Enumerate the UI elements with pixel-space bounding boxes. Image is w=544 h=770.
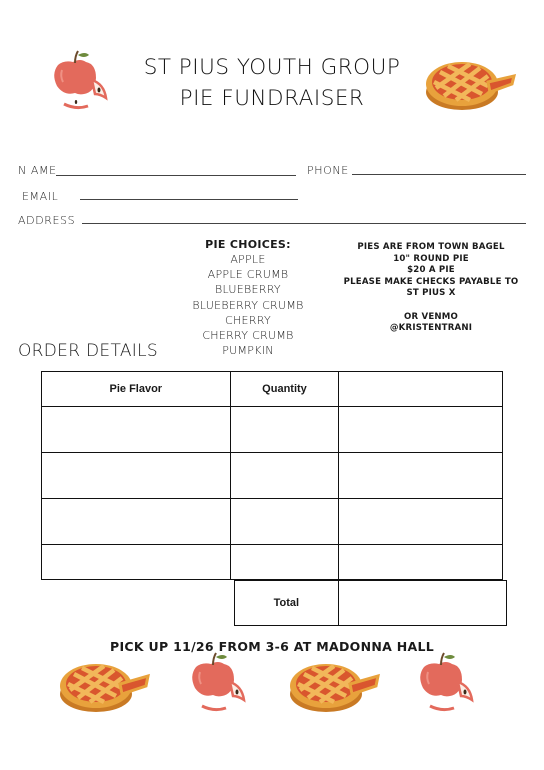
pie-choice-item: BLUEBERRY CRUMB (192, 298, 304, 312)
table-row (42, 407, 503, 453)
apple-icon (192, 653, 244, 710)
pie-choice-item: APPLE (230, 253, 266, 266)
info-line: 10" ROUND PIE (393, 253, 469, 264)
address-label: ADDRESS (18, 214, 76, 227)
flavor-cell[interactable] (42, 545, 231, 580)
quantity-cell[interactable] (230, 407, 339, 453)
payment-info (342, 242, 520, 335)
total-value-cell[interactable] (338, 581, 506, 626)
order-table-header (42, 372, 503, 407)
pie-illustration-bottom-2 (288, 652, 380, 716)
pickup-info: PICK UP 11/26 FROM 3-6 AT MADONNA HALL (109, 639, 435, 654)
quantity-header: Quantity (230, 372, 339, 407)
apple-illustration-bottom-2 (414, 650, 476, 716)
pie-choices (183, 238, 313, 358)
quantity-cell[interactable] (230, 545, 339, 580)
pie-choices-heading: PIE CHOICES: (205, 238, 291, 251)
pie-choice-item: APPLE CRUMB (207, 268, 289, 282)
table-row (42, 453, 503, 499)
venmo-line: OR VENMO (403, 311, 459, 322)
info-line: PLEASE MAKE CHECKS PAYABLE TO (343, 276, 519, 287)
phone-field-line[interactable] (352, 174, 526, 175)
pie-choice-item: BLUEBERRY (215, 283, 281, 297)
table-row (42, 499, 503, 545)
total-row (235, 581, 507, 626)
order-table (41, 371, 503, 580)
pie-flavor-header: Pie Flavor (42, 372, 231, 407)
apple-icon (420, 653, 472, 710)
flavor-cell[interactable] (42, 407, 231, 453)
name-field-line[interactable] (56, 175, 296, 176)
extra-cell[interactable] (339, 545, 503, 580)
info-line: ST PIUS X (406, 288, 456, 299)
address-field-line[interactable] (82, 223, 526, 224)
quantity-cell[interactable] (230, 453, 339, 499)
total-label: Total (235, 581, 339, 626)
flavor-cell[interactable] (42, 499, 231, 545)
order-details-title: ORDER DETAILS (18, 341, 158, 361)
flavor-cell[interactable] (42, 453, 231, 499)
extra-cell[interactable] (339, 453, 503, 499)
email-field-line[interactable] (80, 199, 298, 200)
extra-header (339, 372, 503, 407)
phone-label: PHONE (307, 164, 349, 177)
pie-choice-item: CHERRY CRUMB (202, 329, 294, 343)
table-row (42, 545, 503, 580)
quantity-cell[interactable] (230, 499, 339, 545)
venmo-handle: @KRISTENTRANI (389, 323, 473, 334)
title-line-2: PIE FUNDRAISER (179, 86, 365, 111)
pie-icon (60, 664, 148, 712)
extra-cell[interactable] (339, 499, 503, 545)
pie-icon (290, 664, 378, 712)
name-label: N AME (18, 164, 57, 177)
info-line: $20 A PIE (407, 265, 455, 276)
total-table (234, 580, 507, 626)
pie-illustration-bottom-1 (58, 652, 150, 716)
pie-choice-item: CHERRY (224, 313, 271, 327)
pie-choice-item: PUMPKIN (222, 344, 274, 358)
title-line-1: ST PIUS YOUTH GROUP (143, 55, 401, 80)
info-line: PIES ARE FROM TOWN BAGEL (357, 242, 505, 252)
extra-cell[interactable] (339, 407, 503, 453)
email-label: EMAIL (22, 190, 59, 203)
apple-illustration-bottom-1 (186, 650, 248, 716)
